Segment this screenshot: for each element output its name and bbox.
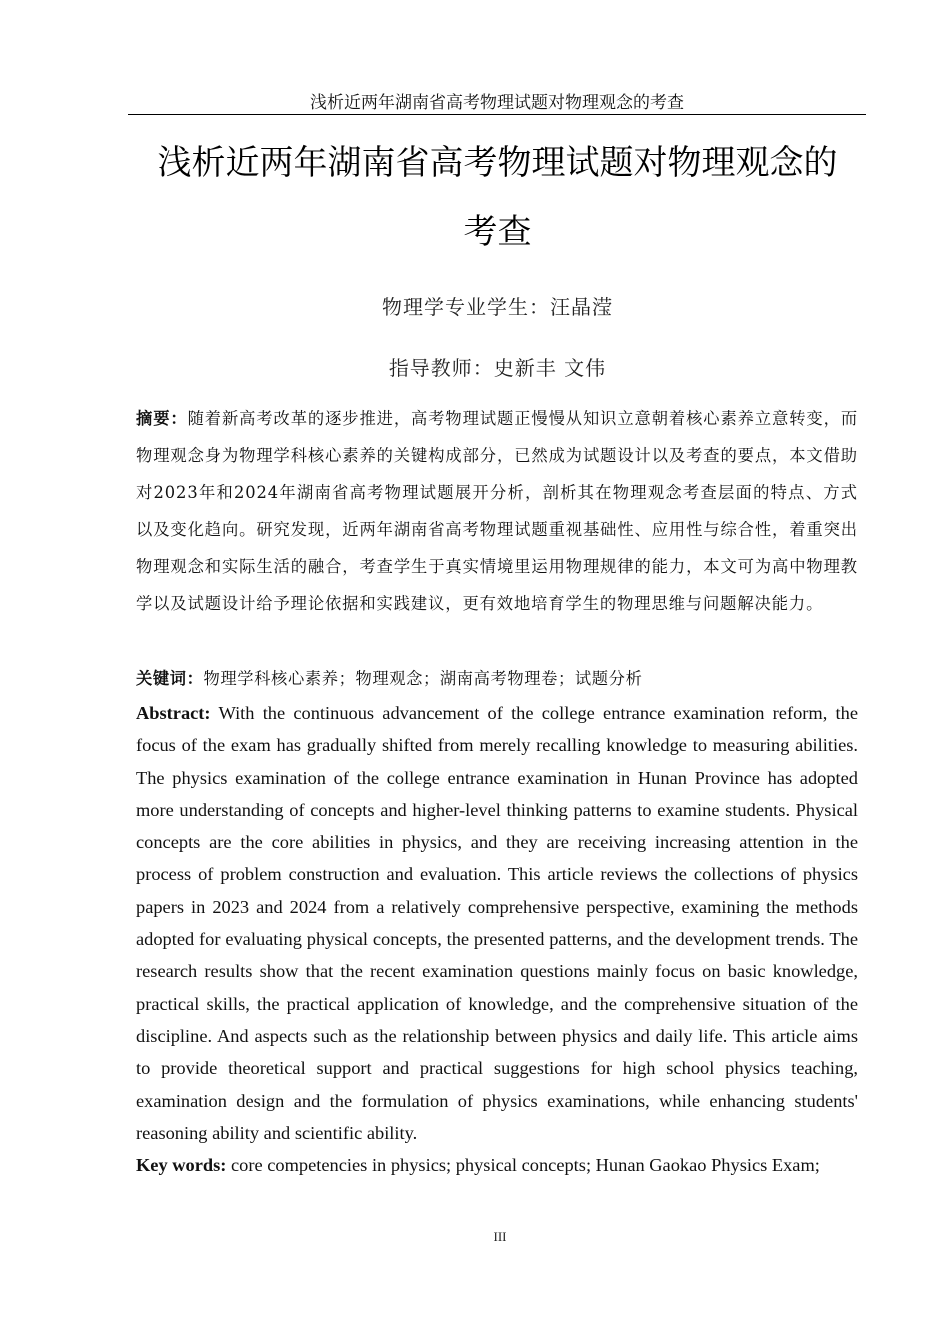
chinese-keywords-text: 物理学科核心素养；物理观念；湖南高考物理卷；试题分析 <box>203 669 643 688</box>
english-abstract-label: Abstract: <box>136 703 211 723</box>
english-abstract-text: With the continuous advancement of the college entrance examination reform, the focus of the exam has gradually shifted from merely recalling knowledge to measuring abilities. The physics examination of the college entrance examination in Hunan Province has adopted more understanding of concepts and higher-level thinking patterns to examine students. Physical concepts are the core abilities in physics, and they are receiving increasing attention in the process of problem construction and evaluation. This article reviews the collections of physics papers in 2023 and 2024 from a relatively comprehensive perspective, examining the methods adopted for evaluating physical concepts, the presented patterns, and the development trends. The research results show that the recent examination questions mainly focus on basic knowledge, practical skills, the practical application of knowledge, and the comprehensive situation of the discipline. And aspects such as the relationship between physics and daily life. This article aims to provide theoretical support and practical suggestions for high school physics teaching, examination design and the formulation of physics examinations, while enhancing students' reasoning ability and scientific ability. <box>136 703 858 1143</box>
running-header: 浅析近两年湖南省高考物理试题对物理观念的考查 <box>310 93 684 113</box>
english-keywords-label: Key words: <box>136 1155 227 1175</box>
paper-title-line1: 浅析近两年湖南省高考物理试题对物理观念的 <box>157 143 838 183</box>
english-abstract <box>136 697 858 1149</box>
paper-title-line2: 考查 <box>463 212 532 252</box>
author-line: 物理学专业学生：汪晶滢 <box>382 295 613 319</box>
chinese-abstract-label: 摘要： <box>136 409 188 428</box>
english-keywords <box>136 1149 858 1181</box>
english-keywords-text: core competencies in physics; physical concepts; Hunan Gaokao Physics Exam; <box>226 1155 820 1175</box>
paper-title <box>135 140 860 255</box>
page-number: III <box>493 1229 507 1244</box>
advisor-line: 指导教师：史新丰 文伟 <box>388 356 607 380</box>
chinese-abstract <box>136 400 858 622</box>
chinese-keywords <box>136 660 858 697</box>
header-divider <box>128 114 866 115</box>
chinese-keywords-label: 关键词： <box>136 669 204 688</box>
chinese-abstract-text: 随着新高考改革的逐步推进，高考物理试题正慢慢从知识立意朝着核心素养立意转变，而物理观念身为物理学科核心素养的关键构成部分，已然成为试题设计以及考查的要点，本文借助对2023年和2024年湖南省高考物理试题展开分析，剖析其在物理观念考查层面的特点、方式以及变化趋向。研究发现，近两年湖南省高考物理试题重视基础性、应用性与综合性，着重突出物理观念和实际生活的融合，考查学生于真实情境里运用物理规律的能力，本文可为高中物理教学以及试题设计给予理论依据和实践建议，更有效地培育学生的物理思维与问题解决能力。 <box>136 409 858 613</box>
